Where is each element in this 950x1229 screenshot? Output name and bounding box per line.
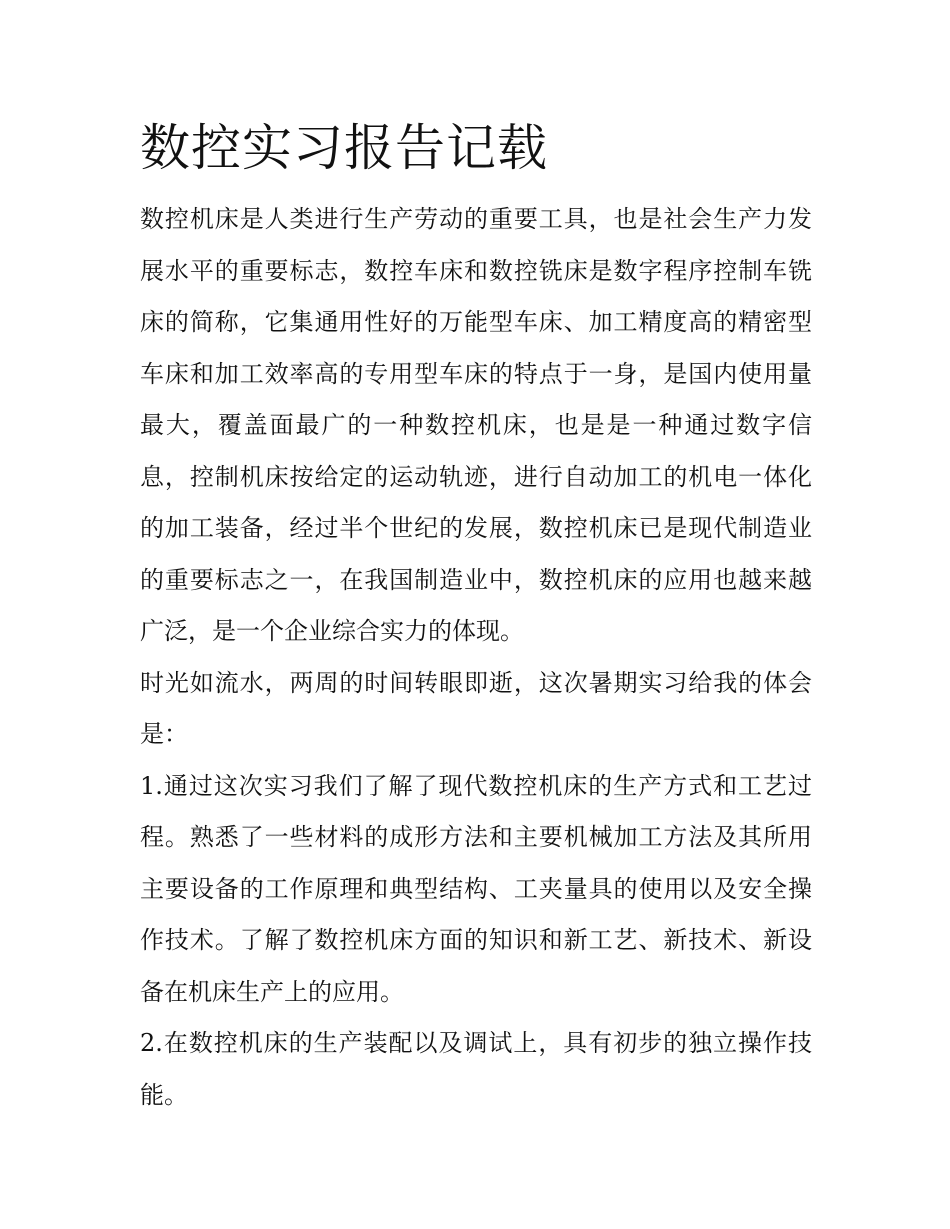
text-line: 广泛，是一个企业综合实力的体现。 [140,617,524,645]
text-line: 息，控制机床按给定的运动轨迹，进行自动加工的机电一体化 [140,462,812,491]
text-line: 是： [140,720,188,748]
text-line: 的加工装备，经过半个世纪的发展，数控机床已是现代制造业 [140,514,812,542]
paragraph-intro [140,194,812,658]
text-line: 1.通过这次实习我们了解了现代数控机床的生产方式和工艺过 [140,771,812,800]
text-line: 能。 [140,1080,188,1109]
text-line: 作技术。了解了数控机床方面的知识和新工艺、新技术、新设 [140,926,812,954]
text-line: 的重要标志之一，在我国制造业中，数控机床的应用也越来越 [140,565,812,594]
paragraph-reflection-intro [140,658,812,761]
text-line: 车床和加工效率高的专用型车床的特点于一身，是国内使用量 [140,359,812,388]
text-line: 备在机床生产上的应用。 [140,977,404,1006]
document-title: 数控实习报告记载 [140,119,548,177]
paragraph-point-2 [140,1018,812,1121]
text-line: 主要设备的工作原理和典型结构、工夹量具的使用以及安全操 [140,874,812,903]
text-line: 数控机床是人类进行生产劳动的重要工具，也是社会生产力发 [140,205,812,233]
paragraph-point-1 [140,761,812,1019]
text-line: 展水平的重要标志，数控车床和数控铣床是数字程序控制车铣 [140,256,812,285]
text-line: 时光如流水，两周的时间转眼即逝，这次暑期实习给我的体会 [140,668,812,697]
text-line: 最大，覆盖面最广的一种数控机床，也是是一种通过数字信 [140,411,812,439]
document-page [140,108,812,1121]
text-line: 程。熟悉了一些材料的成形方法和主要机械加工方法及其所用 [140,823,812,851]
text-line: 床的简称，它集通用性好的万能型车床、加工精度高的精密型 [140,308,812,336]
text-line: 2.在数控机床的生产装配以及调试上，具有初步的独立操作技 [140,1029,812,1057]
